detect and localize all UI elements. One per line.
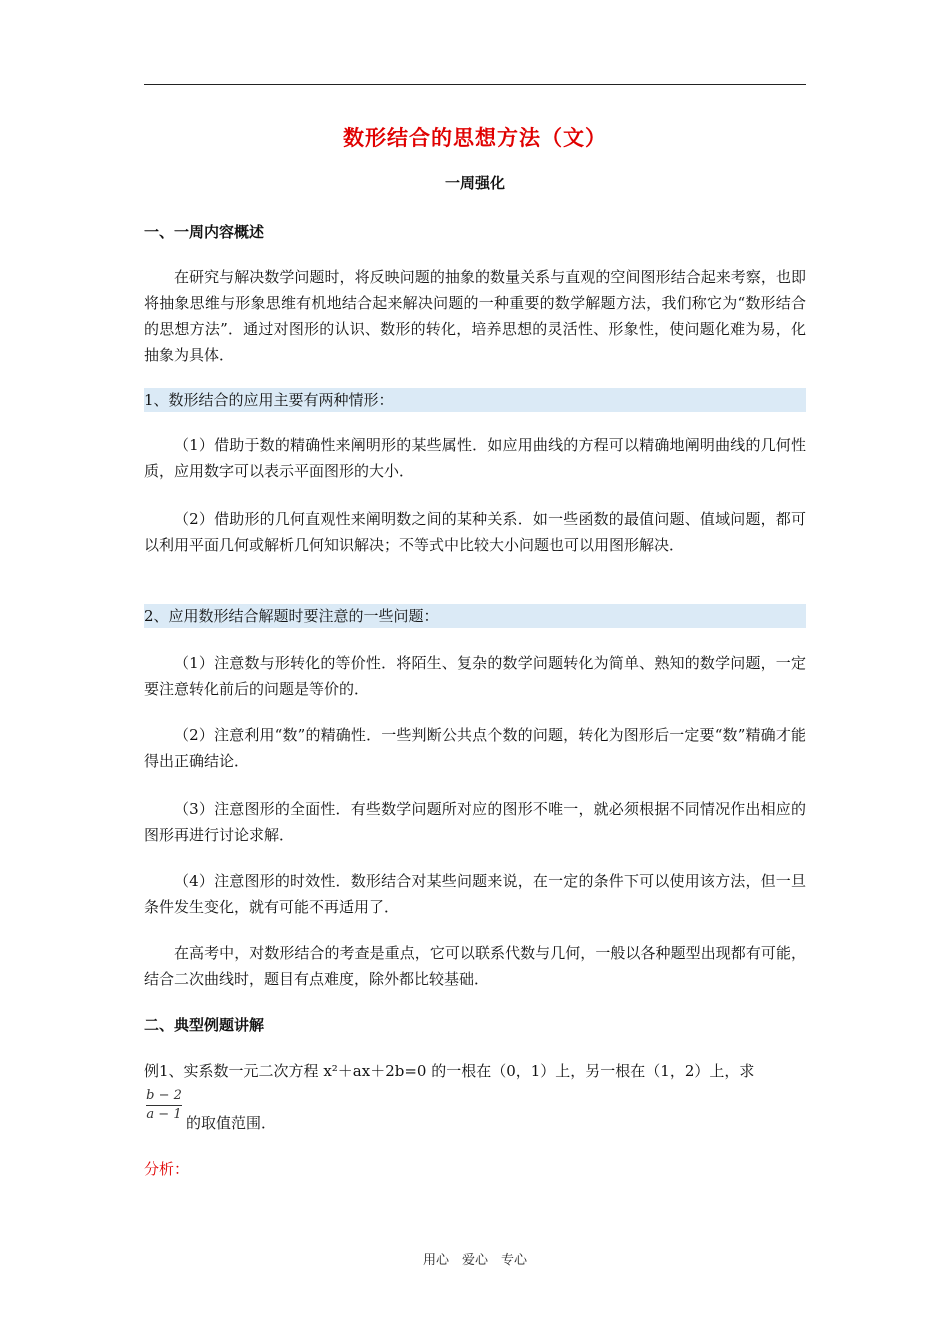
fraction-expression	[144, 1087, 184, 1124]
page-title: 数形结合的思想方法（文）	[343, 125, 607, 150]
highlight-band-2: 2、应用数形结合解题时要注意的一些问题：	[144, 604, 806, 628]
fraction-denominator: a − 1	[146, 1107, 182, 1122]
note3-paragraph: （3）注意图形的全面性．有些数学问题所对应的图形不唯一，就必须根据不同情况作出相应的图形再进行讨论求解．	[144, 800, 806, 844]
note2-paragraph: （2）注意利用“数”的精确性．一些判断公共点个数的问题，转化为图形后一定要“数”精确才能得出正确结论．	[144, 726, 806, 770]
case1-paragraph: （1）借助于数的精确性来阐明形的某些属性．如应用曲线的方程可以精确地阐明曲线的几何性质，应用数字可以表示平面图形的大小．	[144, 436, 806, 480]
analysis-label: 分析：	[144, 1160, 190, 1178]
highlight-band-1: 1、数形结合的应用主要有两种情形：	[144, 388, 806, 412]
page-footer: 用心 爱心 专心	[422, 1253, 527, 1268]
exam-paragraph: 在高考中，对数形结合的考查是重点，它可以联系代数与几何，一般以各种题型出现都有可能，结合二次曲线时，题目有点难度，除外都比较基础．	[144, 944, 806, 988]
section2-heading: 二、典型例题讲解	[144, 1016, 265, 1034]
header-rule	[144, 84, 806, 85]
note1-paragraph: （1）注意数与形转化的等价性．将陌生、复杂的数学问题转化为简单、熟知的数学问题，一定要注意转化前后的问题是等价的．	[144, 654, 806, 698]
example1-tail: 的取值范围．	[186, 1114, 277, 1132]
fraction-numerator: b − 2	[146, 1088, 182, 1103]
example1-statement: 例1、实系数一元二次方程 x²＋ax＋2b=0 的一根在（0，1）上，另一根在（1，2）上，求	[144, 1062, 755, 1080]
intro-paragraph: 在研究与解决数学问题时，将反映问题的抽象的数量关系与直观的空间图形结合起来考察，也即将抽象思维与形象思维有机地结合起来解决问题的一种重要的数学解题方法，我们称它为“数形结合的思想方法”．通过对图形的认识、数形的转化，培养思想的灵活性、形象性，使问题化难为易，化抽象为具体．	[144, 268, 806, 364]
section1-heading: 一、一周内容概述	[144, 223, 265, 241]
case2-paragraph: （2）借助形的几何直观性来阐明数之间的某种关系．如一些函数的最值问题、值域问题，都可以利用平面几何或解析几何知识解决；不等式中比较大小问题也可以用图形解决．	[144, 510, 806, 554]
note4-paragraph: （4）注意图形的时效性．数形结合对某些问题来说，在一定的条件下可以使用该方法，但一旦条件发生变化，就有可能不再适用了．	[144, 872, 806, 916]
page-subtitle: 一周强化	[444, 174, 505, 192]
